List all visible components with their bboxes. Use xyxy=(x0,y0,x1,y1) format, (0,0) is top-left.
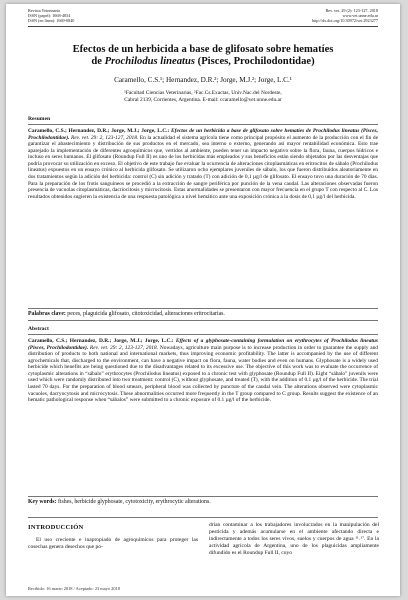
resumen-divider xyxy=(28,124,378,125)
resumen-citation: Rev. vet. 29: 2, 123-127, 2018. xyxy=(69,134,140,141)
abstract-authors: Caramello, C.S.; Hernandez, D.R.; Jorge, M.J.; Jorge, L.C.: xyxy=(28,338,176,344)
intro-heading: INTRODUCCIÓN xyxy=(28,524,84,531)
key-words xyxy=(28,499,378,506)
keywords-en-bottom-divider xyxy=(28,517,378,518)
article-page xyxy=(6,4,400,596)
abstract-body: Nowadays, agriculture main purpose is to increase production in order to guarantee the supply and distribution of products to both national and international markets, thus improving economic profitability. The latter is accompanied by the use of different agrochemicals that, discharged to the environment, can have a negative impact on flora, fauna, water bodies and even on humans. Glyphosate is a widely used herbicide which benefits are being questioned due to the disadvantages related to its excessive use. The objective of this work was to evaluate the occurrence of cytoplasmic alterations in “sábalo” erythrocytes (Prochilodus lineatus) exposed to a chronic test with glyphosate (Roundup Full II). Eight “sábalo” juvenils were used which were randomly distributed into two treatment: control (C), without glyphosate, and treated (T), with the addition of 0.1 µg/l of the herbicide. The trial lasted 70 days. For the preparation of blood smears, peripheral blood was collected by puncture of the caudal vein. The alterations observed were cytoplasmic vacuoles, dacryocytosis and microcytosis. These abnormalities occurred more frequently in the T group compared to C group. Results suggest the existence of an hematic pathological response when “sábalos” were submitted to a chronic exposure of 0.1 µg/l of the herbicide. xyxy=(28,344,378,404)
intro-left-text: El uso creciente e inapropiado de agroquímicos para proteger las cosechas genera desechos que po- xyxy=(28,537,198,550)
abstract-text xyxy=(28,338,378,404)
title-line-2 xyxy=(32,56,374,68)
keywords-es-divider xyxy=(28,308,378,309)
resumen-title: Efectos de un herbicida a base de glifosato sobre hematíes de Prochilodus lineatus (Pisces, Prochilodontidae). xyxy=(28,128,378,141)
journal-url[interactable]: www.vet.unne.edu.ar xyxy=(342,13,378,19)
issn-print: ISSN (papel): 1668-4834 xyxy=(28,13,71,19)
resumen-text xyxy=(28,128,378,200)
palabras-clave-label: Palabras clave: xyxy=(28,311,66,317)
abstract-citation: Rev. vet. 29: 2, 123-127, 2018. xyxy=(88,344,160,351)
affiliation xyxy=(46,90,360,104)
affiliation-line-2: Cabral 2139, Corrientes, Argentina. E-mail: ccaramello@vet.unne.edu.ar xyxy=(124,97,282,104)
received-accepted-dates: Recibido: 16 marzo 2018 / Aceptado: 23 mayo 2018 xyxy=(28,586,120,591)
intro-right-column: drían contaminar a los trabajadores involucrados en la manipulación del pesticida y además acumularse en el ambiente afectando directa e indirectamente a todos los seres vivos, suelos y cuerpos de agua ¹¹˒¹⁷. En la actividad agrícola de Argentina, uno de los plaguicidas ampliamente difundido es el Roundup Full II, cuyo xyxy=(209,522,379,556)
journal-header-left xyxy=(28,8,74,24)
journal-name: Revista Veterinaria xyxy=(28,8,60,13)
citation-header: Rev. vet. 29 (2): 123-127, 2018 xyxy=(325,8,378,13)
header-divider xyxy=(28,26,378,27)
abstract-divider xyxy=(28,334,378,335)
title-prefix: de xyxy=(91,56,105,67)
keywords-es-bottom-divider xyxy=(28,320,378,321)
title-line-1: Efectos de un herbicida a base de glifosato sobre hematíes xyxy=(72,44,334,55)
abstract-title: Effects of a glyphosate-containing formulation on erythrocytes of Prochilodus lineatus (Pisces, Prochilodontidae). xyxy=(28,338,378,351)
keywords-en-divider xyxy=(28,496,378,497)
author-list: Caramello, C.S.¹; Hernandez, D.R.²; Jorge, M.J.²; Jorge, L.C.¹ xyxy=(114,76,292,84)
affiliation-line-1: ¹Facultad Ciencias Veterinarias, ²Fac.Cs.Exactas, Univ.Nac.del Nordeste, xyxy=(124,90,282,96)
palabras-clave xyxy=(28,311,378,318)
intro-left-column xyxy=(28,524,198,551)
resumen-authors: Caramello, C.S.; Hernandez, D.R.; Jorge, M.J.; Jorge, L.C.: xyxy=(28,128,172,134)
title-suffix: (Pisces, Prochilodontidae) xyxy=(195,56,315,67)
doi-link[interactable]: http://dx.doi.org/10.30972/vet.2923277 xyxy=(312,18,378,24)
abstract-heading: Abstract xyxy=(28,326,49,332)
key-words-label: Key words: xyxy=(28,499,57,505)
species-name: Prochilodus lineatus xyxy=(104,56,196,67)
issn-online: ISSN (en línea): 1669-6840 xyxy=(28,18,75,24)
resumen-heading: Resumen xyxy=(28,116,51,122)
article-title xyxy=(32,44,374,68)
journal-header-right xyxy=(312,8,378,24)
key-words-text: fishes, herbicide glyphosate, cytotoxicity, erythrocytic alterations. xyxy=(56,499,211,505)
resumen-body: En la actualidad el sistema agrícola tiene como principal propósito el aumento de la producción con el fin de garantizar el abastecimiento y distribución de sus productos en el mercado, sea interno o externo, generando así mayor rentabilidad económica. Esto trae aparejado la implementación de diferentes agroquímicos que, vertidos al ambiente, pueden tener un impacto negativo sobre la flora, fauna, cuerpos hídricos e incluso en seres humanos. El glifosato (Roundup Full II) es uno de los herbicidas más empleados y sus beneficios están siendo objetados por las desventajas que podría provocar su utilización en exceso. El objetivo de este trabajo fue evaluar la ocurrencia de alteraciones citoplasmáticas en eritrocitos de sábalo (Prochilodus lineatus) expuestos en un ensayo crónico al herbicida glifosato. Se utilizaron ocho ejemplares juveniles de sábalo, los que fueron distribuidos aleatoriamente en dos tratamientos según la adición del herbicida: control (C) sin adición y tratado (T) con adición de 0,1 µg/l de glifosato. El ensayo tuvo una duración de 70 días. Para la preparación de los frotis sanguíneos se procedió a la extracción de sangre periférica por punción de la vena caudal. Las alteraciones observadas fueron presencia de vacuolas citoplasmáticas, dacriocitosis y microcitosis. Estas anormalidades se presentaron con mayor frecuencia en el grupo T con respecto al C. Los resultados obtenidos sugieren la existencia de una respuesta patológica a nivel hemático ante una exposición crónica a la dosis de 0,1 µg/l del herbicida. xyxy=(28,134,378,200)
palabras-clave-text: peces, plaguicida glifosato, citotoxicidad, alteraciones eritrocitarias. xyxy=(65,311,225,317)
